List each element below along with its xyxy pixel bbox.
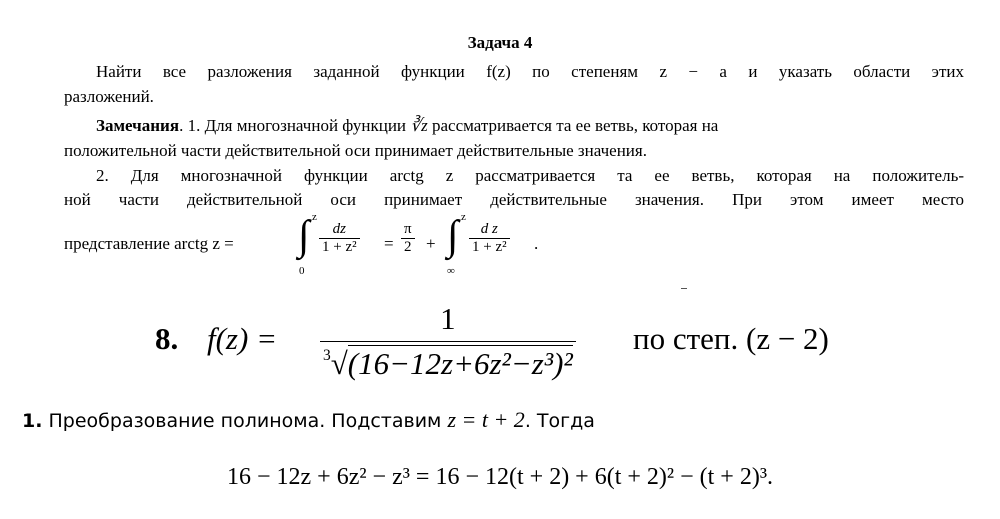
integral-2-upper: z <box>461 211 466 223</box>
step1-line <box>22 407 982 433</box>
polynomial-equation: 16 − 12z + 6z² − z³ = 16 − 12(t + 2) + 6(t + 2)² − (t + 2)³. <box>226 464 774 490</box>
task8-denominator <box>320 341 576 382</box>
equals-sign: = <box>384 234 394 253</box>
remark1-text-b: рассматривается та ее ветвь, которая на <box>431 116 719 135</box>
root-index: 3 <box>323 347 331 365</box>
integral-2-lower: ∞ <box>447 265 455 277</box>
step1-text: Преобразование полинома. Подставим <box>48 410 442 432</box>
fraction-1 <box>319 221 360 256</box>
radical-sign: √ <box>330 346 348 381</box>
pi-den: 2 <box>401 238 415 256</box>
integral-sign-2: ∫ <box>447 213 459 259</box>
remark2-line-2: ной части действительной оси принимает действительные значения. При этом имеет место <box>64 190 964 209</box>
remark1-text-a: . 1. Для многозначной функции <box>179 116 407 135</box>
integral-1-upper: z <box>312 211 317 223</box>
task8-fraction <box>320 301 576 382</box>
fraction-2 <box>469 221 510 256</box>
fraction-2-num: d z <box>480 221 498 237</box>
representation-lead: представление arctg z = <box>64 234 234 253</box>
fraction-2-den: 1 + z² <box>469 238 510 256</box>
integral-1-lower: 0 <box>299 265 305 277</box>
cube-root-z: ∛z <box>410 116 428 135</box>
end-period: . <box>534 234 539 253</box>
task8-number: 8. <box>155 321 179 356</box>
fraction-1-num: dz <box>332 221 346 237</box>
task8-numerator: 1 <box>440 301 456 336</box>
task8-suffix: по степ. (z − 2) <box>633 321 829 356</box>
step1-tail: . Тогда <box>524 410 595 432</box>
plus-sign: + <box>426 234 436 253</box>
pi-over-2 <box>401 221 415 256</box>
statement-line-1: Найти все разложения заданной функции f(z) по степеням z − a и указать области этих <box>96 62 964 81</box>
integral-representation <box>64 211 964 285</box>
scan-mark <box>681 288 687 289</box>
integral-2 <box>447 211 466 277</box>
fraction-1-den: 1 + z² <box>319 238 360 256</box>
remark1-line-1 <box>96 116 964 136</box>
remark2-line-1: 2. Для многозначной функции arctg z рассматривается та ее ветвь, которая на положитель- <box>96 166 964 185</box>
step1-number: 1. <box>22 410 43 432</box>
integral-1 <box>298 211 317 277</box>
pi-num: π <box>404 221 412 237</box>
statement-line-2: разложений. <box>64 87 154 106</box>
task8-lhs: f(z) = <box>207 321 277 356</box>
step1-substitution: z = t + 2 <box>447 407 525 432</box>
remark1-line-2: положительной части действительной оси принимает действительные значения. <box>64 141 647 160</box>
task8-radicand: (16−12z+6z²−z³)² <box>347 346 573 381</box>
remarks-label: Замечания <box>96 116 180 135</box>
problem-title: Задача 4 <box>467 33 533 52</box>
integral-sign-1: ∫ <box>298 213 310 259</box>
task8-formula <box>155 301 915 381</box>
